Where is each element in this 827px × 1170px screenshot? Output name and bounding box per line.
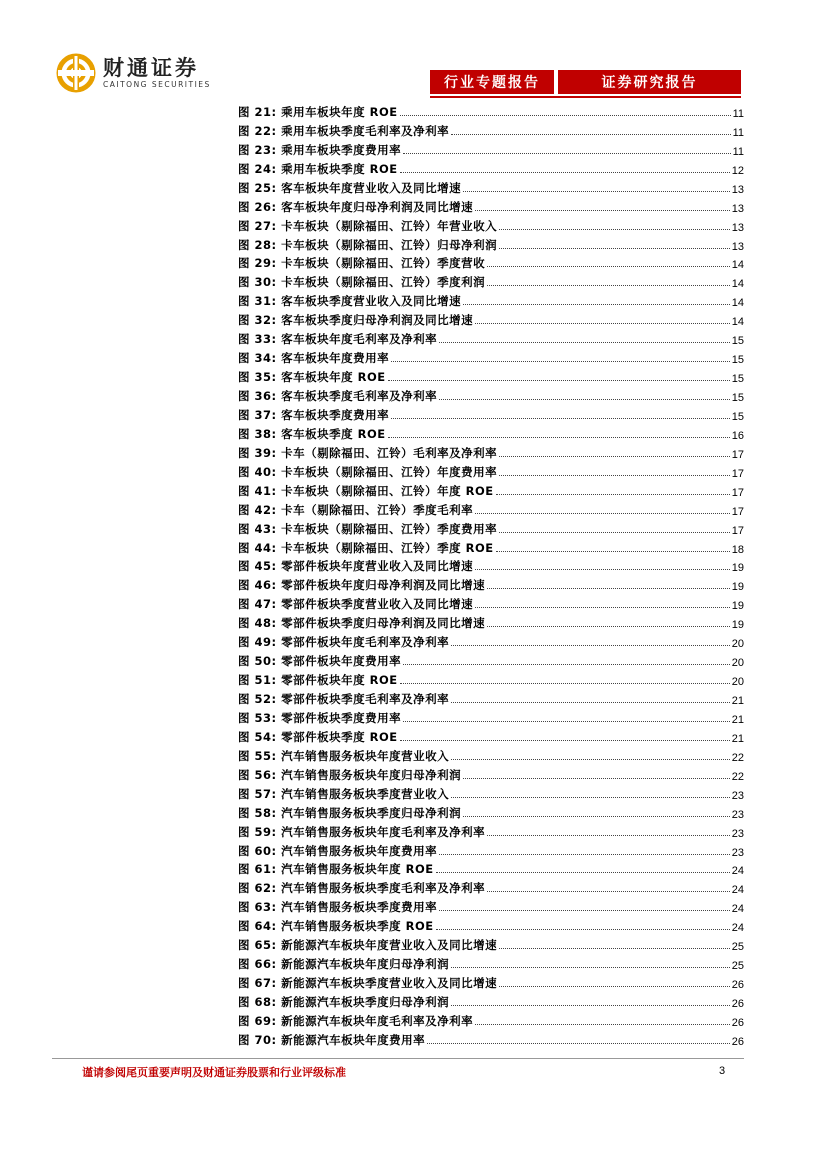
toc-entry[interactable] (238, 461, 744, 480)
toc-entry-label: 图 39: 卡车（剔除福田、江铃）毛利率及净利率 (238, 445, 498, 460)
toc-entry-label: 图 69: 新能源汽车板块年度毛利率及净利率 (238, 1013, 474, 1028)
toc-entry-label: 图 49: 零部件板块年度毛利率及净利率 (238, 635, 450, 650)
toc-entry-label: 图 66: 新能源汽车板块年度归母净利润 (238, 957, 450, 972)
toc-entry-label: 图 27: 卡车板块（剔除福田、江铃）年营业收入 (238, 218, 498, 233)
toc-entry-page: 13 (731, 221, 744, 234)
toc-entry[interactable] (238, 423, 744, 442)
toc-entry[interactable] (238, 612, 744, 631)
toc-entry[interactable] (238, 271, 744, 290)
toc-entry-page: 26 (731, 1035, 744, 1048)
toc-entry-page: 23 (731, 827, 744, 840)
toc-entry-label: 图 25: 客车板块年度营业收入及同比增速 (238, 180, 462, 195)
toc-entry[interactable] (238, 972, 744, 991)
report-header-bar (430, 70, 741, 94)
toc-entry-page: 23 (731, 789, 744, 802)
toc-entry[interactable] (238, 953, 744, 972)
toc-entry-label: 图 58: 汽车销售服务板块季度归母净利润 (238, 805, 462, 820)
toc-entry[interactable] (238, 556, 744, 575)
toc-dot-leader (451, 134, 730, 135)
toc-entry[interactable] (238, 196, 744, 215)
toc-entry-label: 图 63: 汽车销售服务板块季度费用率 (238, 900, 438, 915)
toc-entry-label: 图 59: 汽车销售服务板块年度毛利率及净利率 (238, 824, 486, 839)
toc-dot-leader (487, 266, 730, 267)
toc-entry-label: 图 51: 零部件板块年度 ROE (238, 673, 398, 688)
toc-entry[interactable] (238, 593, 744, 612)
toc-entry-page: 21 (731, 732, 744, 745)
toc-entry-label: 图 21: 乘用车板块年度 ROE (238, 104, 398, 119)
toc-entry-label: 图 50: 零部件板块年度费用率 (238, 654, 402, 669)
toc-dot-leader (499, 475, 730, 476)
caitong-logo-icon (55, 53, 97, 93)
page-number: 3 (719, 1065, 726, 1077)
toc-dot-leader (403, 153, 730, 154)
toc-entry-page: 22 (731, 751, 744, 764)
toc-entry-page: 23 (731, 846, 744, 859)
toc-entry-label: 图 46: 零部件板块年度归母净利润及同比增速 (238, 578, 486, 593)
toc-entry-page: 14 (731, 278, 744, 291)
toc-entry-label: 图 23: 乘用车板块季度费用率 (238, 142, 402, 157)
company-logo (55, 53, 211, 93)
toc-dot-leader (388, 437, 730, 438)
toc-entry[interactable] (238, 574, 744, 593)
toc-entry[interactable] (238, 764, 744, 783)
toc-dot-leader (400, 115, 731, 116)
toc-entry[interactable] (238, 290, 744, 309)
toc-dot-leader (475, 513, 730, 514)
toc-entry[interactable] (238, 537, 744, 556)
toc-dot-leader (463, 816, 730, 817)
toc-dot-leader (475, 569, 730, 570)
toc-entry[interactable] (238, 480, 744, 499)
toc-entry-page: 24 (731, 884, 744, 897)
toc-entry-label: 图 47: 零部件板块季度营业收入及同比增速 (238, 597, 474, 612)
toc-dot-leader (439, 854, 730, 855)
toc-entry-label: 图 57: 汽车销售服务板块季度营业收入 (238, 786, 450, 801)
toc-entry-page: 19 (731, 600, 744, 613)
toc-entry[interactable] (238, 499, 744, 518)
toc-entry-page: 22 (731, 770, 744, 783)
toc-entry-page: 21 (731, 695, 744, 707)
toc-entry[interactable] (238, 707, 744, 726)
toc-dot-leader (436, 872, 730, 873)
toc-entry-page: 20 (731, 676, 744, 689)
toc-dot-leader (499, 456, 730, 457)
toc-dot-leader (475, 607, 730, 608)
toc-entry-label: 图 37: 客车板块季度费用率 (238, 407, 390, 422)
toc-entry-label: 图 28: 卡车板块（剔除福田、江铃）归母净利润 (238, 237, 498, 252)
toc-entry-page: 11 (732, 145, 744, 158)
toc-dot-leader (403, 721, 730, 722)
toc-entry[interactable] (238, 309, 744, 328)
toc-entry-label: 图 30: 卡车板块（剔除福田、江铃）季度利润 (238, 275, 486, 290)
toc-dot-leader (463, 191, 730, 192)
toc-entry-page: 16 (731, 429, 744, 442)
toc-entry-label: 图 43: 卡车板块（剔除福田、江铃）季度费用率 (238, 521, 498, 536)
toc-entry-page: 25 (731, 960, 744, 973)
toc-dot-leader (391, 418, 730, 419)
toc-entry[interactable] (238, 1010, 744, 1029)
toc-dot-leader (499, 229, 730, 230)
toc-entry-label: 图 41: 卡车板块（剔除福田、江铃）年度 ROE (238, 483, 494, 498)
toc-entry-label: 图 55: 汽车销售服务板块年度营业收入 (238, 748, 450, 763)
toc-entry-label: 图 65: 新能源汽车板块年度营业收入及同比增速 (238, 938, 498, 953)
toc-dot-leader (487, 588, 730, 589)
toc-dot-leader (439, 399, 730, 400)
toc-entry[interactable] (238, 669, 744, 688)
toc-entry[interactable] (238, 158, 744, 177)
toc-entry[interactable] (238, 650, 744, 669)
toc-entry-label: 图 31: 客车板块季度营业收入及同比增速 (238, 294, 462, 309)
toc-entry-page: 26 (731, 979, 744, 992)
toc-entry-label: 图 44: 卡车板块（剔除福田、江铃）季度 ROE (238, 540, 494, 555)
toc-entry-label: 图 68: 新能源汽车板块季度归母净利润 (238, 995, 450, 1009)
toc-entry[interactable] (238, 518, 744, 537)
toc-entry[interactable] (238, 404, 744, 423)
toc-entry-page: 15 (731, 392, 744, 404)
toc-dot-leader (463, 304, 730, 305)
toc-entry-page: 18 (731, 543, 744, 556)
toc-dot-leader (451, 967, 730, 968)
toc-entry[interactable] (238, 215, 744, 234)
toc-dot-leader (499, 986, 730, 987)
toc-entry-label: 图 42: 卡车（剔除福田、江铃）季度毛利率 (238, 502, 474, 517)
toc-entry-page: 11 (732, 107, 744, 120)
toc-entry[interactable] (238, 783, 744, 802)
toc-dot-leader (451, 797, 730, 798)
toc-dot-leader (499, 248, 730, 249)
logo-chinese-name: 财通证券 (103, 56, 199, 80)
toc-dot-leader (451, 645, 730, 646)
toc-dot-leader (400, 172, 730, 173)
toc-entry[interactable] (238, 328, 744, 347)
toc-entry-label: 图 38: 客车板块季度 ROE (238, 426, 386, 441)
toc-entry-label: 图 32: 客车板块季度归母净利润及同比增速 (238, 313, 474, 328)
toc-dot-leader (403, 664, 730, 665)
toc-entry-label: 图 35: 客车板块年度 ROE (238, 370, 386, 385)
toc-entry-label: 图 52: 零部件板块季度毛利率及净利率 (238, 692, 450, 706)
toc-entry-page: 23 (731, 808, 744, 821)
toc-entry[interactable] (238, 802, 744, 821)
toc-entry-page: 26 (731, 1016, 744, 1029)
toc-entry-page: 17 (731, 524, 744, 537)
toc-entry-page: 13 (731, 202, 744, 215)
toc-entry-page: 17 (731, 448, 744, 461)
toc-entry-page: 24 (731, 865, 744, 878)
figure-toc-list (238, 101, 744, 1048)
toc-entry[interactable] (238, 896, 744, 915)
toc-entry[interactable] (238, 726, 744, 745)
footer-rule (52, 1058, 744, 1059)
header-rule (430, 96, 741, 98)
toc-dot-leader (436, 929, 730, 930)
toc-entry[interactable] (238, 253, 744, 272)
toc-entry-label: 图 40: 卡车板块（剔除福田、江铃）年度费用率 (238, 464, 498, 479)
toc-dot-leader (391, 361, 730, 362)
toc-entry[interactable] (238, 840, 744, 859)
toc-entry-page: 15 (731, 373, 744, 386)
toc-entry[interactable] (238, 859, 744, 878)
toc-entry-page: 14 (731, 259, 744, 272)
toc-entry-label: 图 61: 汽车销售服务板块年度 ROE (238, 862, 434, 877)
toc-entry[interactable] (238, 120, 744, 139)
toc-entry-page: 25 (731, 941, 744, 954)
toc-entry-page: 19 (731, 562, 744, 575)
toc-entry-label: 图 48: 零部件板块季度归母净利润及同比增速 (238, 616, 486, 631)
toc-entry[interactable] (238, 366, 744, 385)
toc-dot-leader (487, 285, 730, 286)
toc-entry[interactable] (238, 442, 744, 461)
toc-entry-label: 图 33: 客车板块年度毛利率及净利率 (238, 332, 438, 347)
toc-entry[interactable] (238, 631, 744, 650)
toc-entry[interactable] (238, 821, 744, 840)
logo-english-name: CAITONG SECURITIES (103, 80, 211, 89)
toc-dot-leader (451, 702, 730, 703)
toc-entry-page: 24 (731, 903, 744, 916)
toc-entry-page: 12 (731, 164, 744, 177)
toc-entry[interactable] (238, 177, 744, 196)
toc-entry-label: 图 62: 汽车销售服务板块季度毛利率及净利率 (238, 881, 486, 896)
toc-entry-page: 21 (731, 713, 744, 726)
toc-entry-page: 13 (731, 183, 744, 196)
toc-dot-leader (496, 551, 730, 552)
toc-entry-label: 图 54: 零部件板块季度 ROE (238, 729, 398, 744)
research-report-tag: 证券研究报告 (558, 70, 741, 94)
toc-entry-label: 图 45: 零部件板块年度营业收入及同比增速 (238, 559, 474, 574)
toc-dot-leader (496, 494, 730, 495)
footer-disclaimer: 谨请参阅尾页重要声明及财通证券股票和行业评级标准 (82, 1066, 346, 1079)
toc-entry[interactable] (238, 139, 744, 158)
toc-entry[interactable] (238, 688, 744, 707)
toc-entry[interactable] (238, 877, 744, 896)
toc-entry[interactable] (238, 385, 744, 404)
toc-dot-leader (487, 891, 730, 892)
toc-entry-page: 15 (731, 354, 744, 367)
toc-dot-leader (475, 323, 730, 324)
toc-entry[interactable] (238, 1029, 744, 1048)
toc-dot-leader (451, 1005, 730, 1006)
toc-entry-page: 15 (731, 335, 744, 348)
toc-entry-label: 图 53: 零部件板块季度费用率 (238, 710, 402, 725)
toc-entry[interactable] (238, 101, 744, 120)
toc-entry-page: 17 (731, 505, 744, 518)
toc-entry[interactable] (238, 745, 744, 764)
toc-entry-label: 图 64: 汽车销售服务板块季度 ROE (238, 919, 434, 934)
toc-entry-page: 17 (731, 467, 744, 480)
toc-entry-label: 图 24: 乘用车板块季度 ROE (238, 161, 398, 176)
toc-entry-label: 图 26: 客车板块年度归母净利润及同比增速 (238, 199, 474, 214)
toc-dot-leader (475, 210, 730, 211)
toc-entry-page: 14 (731, 297, 744, 310)
toc-dot-leader (463, 778, 730, 779)
toc-dot-leader (388, 380, 730, 381)
toc-entry-page: 17 (731, 486, 744, 499)
toc-entry-page: 26 (731, 998, 744, 1010)
toc-entry-page: 20 (731, 638, 744, 651)
toc-dot-leader (400, 683, 730, 684)
report-type-tag: 行业专题报告 (430, 70, 554, 94)
toc-entry-page: 13 (731, 240, 744, 253)
toc-entry-page: 15 (731, 410, 744, 423)
toc-entry-page: 20 (731, 657, 744, 670)
toc-entry-label: 图 70: 新能源汽车板块年度费用率 (238, 1032, 426, 1047)
toc-dot-leader (487, 626, 730, 627)
toc-entry-page: 14 (731, 316, 744, 329)
toc-dot-leader (439, 342, 730, 343)
toc-dot-leader (499, 532, 730, 533)
toc-dot-leader (475, 1024, 730, 1025)
toc-entry-page: 24 (731, 922, 744, 935)
toc-entry-label: 图 22: 乘用车板块季度毛利率及净利率 (238, 123, 450, 138)
toc-entry-label: 图 34: 客车板块年度费用率 (238, 351, 390, 366)
toc-entry[interactable] (238, 347, 744, 366)
toc-entry-label: 图 67: 新能源汽车板块季度营业收入及同比增速 (238, 976, 498, 991)
toc-entry-page: 11 (732, 126, 744, 139)
toc-entry[interactable] (238, 234, 744, 253)
toc-entry-label: 图 29: 卡车板块（剔除福田、江铃）季度营收 (238, 256, 486, 271)
toc-dot-leader (400, 740, 730, 741)
toc-entry-label: 图 60: 汽车销售服务板块年度费用率 (238, 843, 438, 858)
toc-entry[interactable] (238, 934, 744, 953)
toc-entry-label: 图 36: 客车板块季度毛利率及净利率 (238, 389, 438, 403)
toc-entry[interactable] (238, 915, 744, 934)
toc-entry-page: 19 (731, 619, 744, 632)
toc-entry-page: 19 (731, 581, 744, 594)
toc-dot-leader (427, 1043, 730, 1044)
toc-dot-leader (499, 948, 730, 949)
toc-entry[interactable] (238, 991, 744, 1010)
toc-entry-label: 图 56: 汽车销售服务板块年度归母净利润 (238, 767, 462, 782)
toc-dot-leader (487, 835, 730, 836)
toc-dot-leader (439, 910, 730, 911)
toc-dot-leader (451, 759, 730, 760)
